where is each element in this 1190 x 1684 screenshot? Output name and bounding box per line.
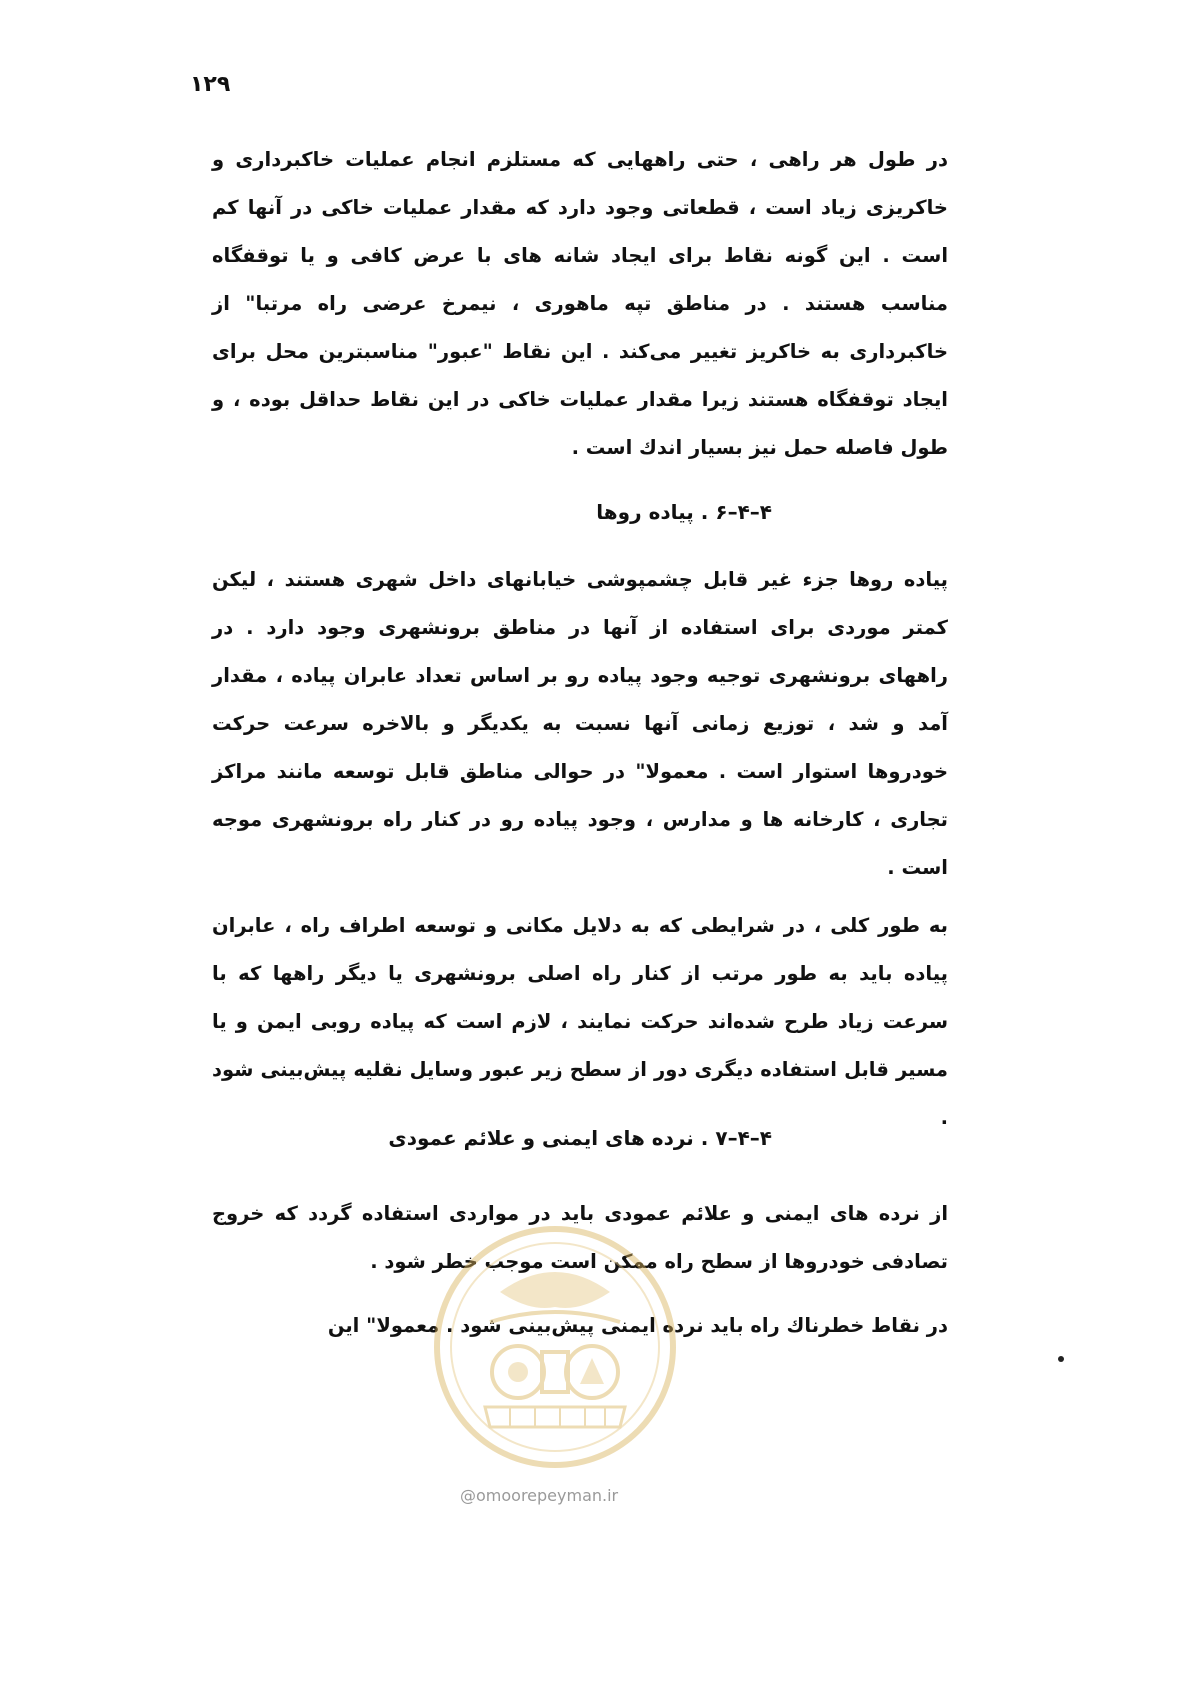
paragraph-sidewalks	[212, 556, 948, 892]
paragraph-text: پیاده روها جزء غیر قابل چشمپوشی خیابانهای داخل شهری هستند ، لیکن کمتر موردی برای استفاده از آنها در مناطق برونشهری وجود دارد . در راههای برونشهری توجیه وجود پیاده رو بر اساس تعداد عابران پیاده ، مقدار آمد و شد ، توزیع زمانی آنها نسبت به یکدیگر و بالاخره سرعت حرکت خودروها استوار است . معمولا" در حوالی مناطق قابل توسعه مانند مراکز تجاری ، کارخانه ها و مدارس ، وجود پیاده رو در کنار راه برونشهری موجه است .	[212, 568, 948, 879]
paragraph-text: در طول هر راهی ، حتی راههایی که مستلزم انجام عملیات خاکبرداری و خاکریزی زیاد است ، قطعاتی وجود دارد که مقدار عملیات خاکی در آنها کم است . این گونه نقاط برای ایجاد شانه های با عرض کافی و یا توقفگاه مناسب هستند . در مناطق تپه ماهوری ، نیمرخ عرضی راه مرتبا" از خاکبرداری به خاکریز تغییر می‌کند . این نقاط "عبور" مناسبترین محل برای ایجاد توقفگاه هستند زیرا مقدار عملیات خاکی در این نقاط حداقل بوده ، و طول فاصله حمل نیز بسیار اندك است .	[212, 148, 948, 459]
paragraph-pedestrians	[212, 902, 948, 1142]
watermark-site-label: @omoorepeyman.ir	[460, 1486, 619, 1505]
paragraph-guardrails	[212, 1190, 948, 1286]
section-heading-guardrails: ۴–۴–۷ . نرده های ایمنی و علائم عمودی	[388, 1126, 772, 1150]
paragraph-rest-areas	[212, 136, 948, 472]
page-number: ۱۲۹	[190, 72, 231, 97]
paragraph-text: در نقاط خطرناك راه باید نرده ایمنی پیش‌بینی شود . معمولا" این	[327, 1314, 948, 1337]
paragraph-text: به طور کلی ، در شرایطی که به دلایل مکانی و توسعه اطراف راه ، عابران پیاده باید به طور مرتب از کنار راه اصلی برونشهری یا دیگر راهها که با سرعت زیاد طرح شده‌اند حرکت نمایند ، لازم است که پیاده روبی ایمن و یا مسیر قابل استفاده دیگری دور از سطح زیر عبور وسایل نقلیه پیش‌بینی شود .	[212, 914, 948, 1129]
paragraph-dangerous-points	[212, 1302, 948, 1350]
margin-dot	[1058, 1356, 1064, 1362]
paragraph-text: از نرده های ایمنی و علائم عمودی باید در مواردی استفاده گردد که خروج تصادفی خودروها از سطح راه ممکن است موجب خطر شود .	[212, 1202, 948, 1273]
section-heading-sidewalks: ۴–۴–۶ . پیاده روها	[596, 500, 772, 524]
